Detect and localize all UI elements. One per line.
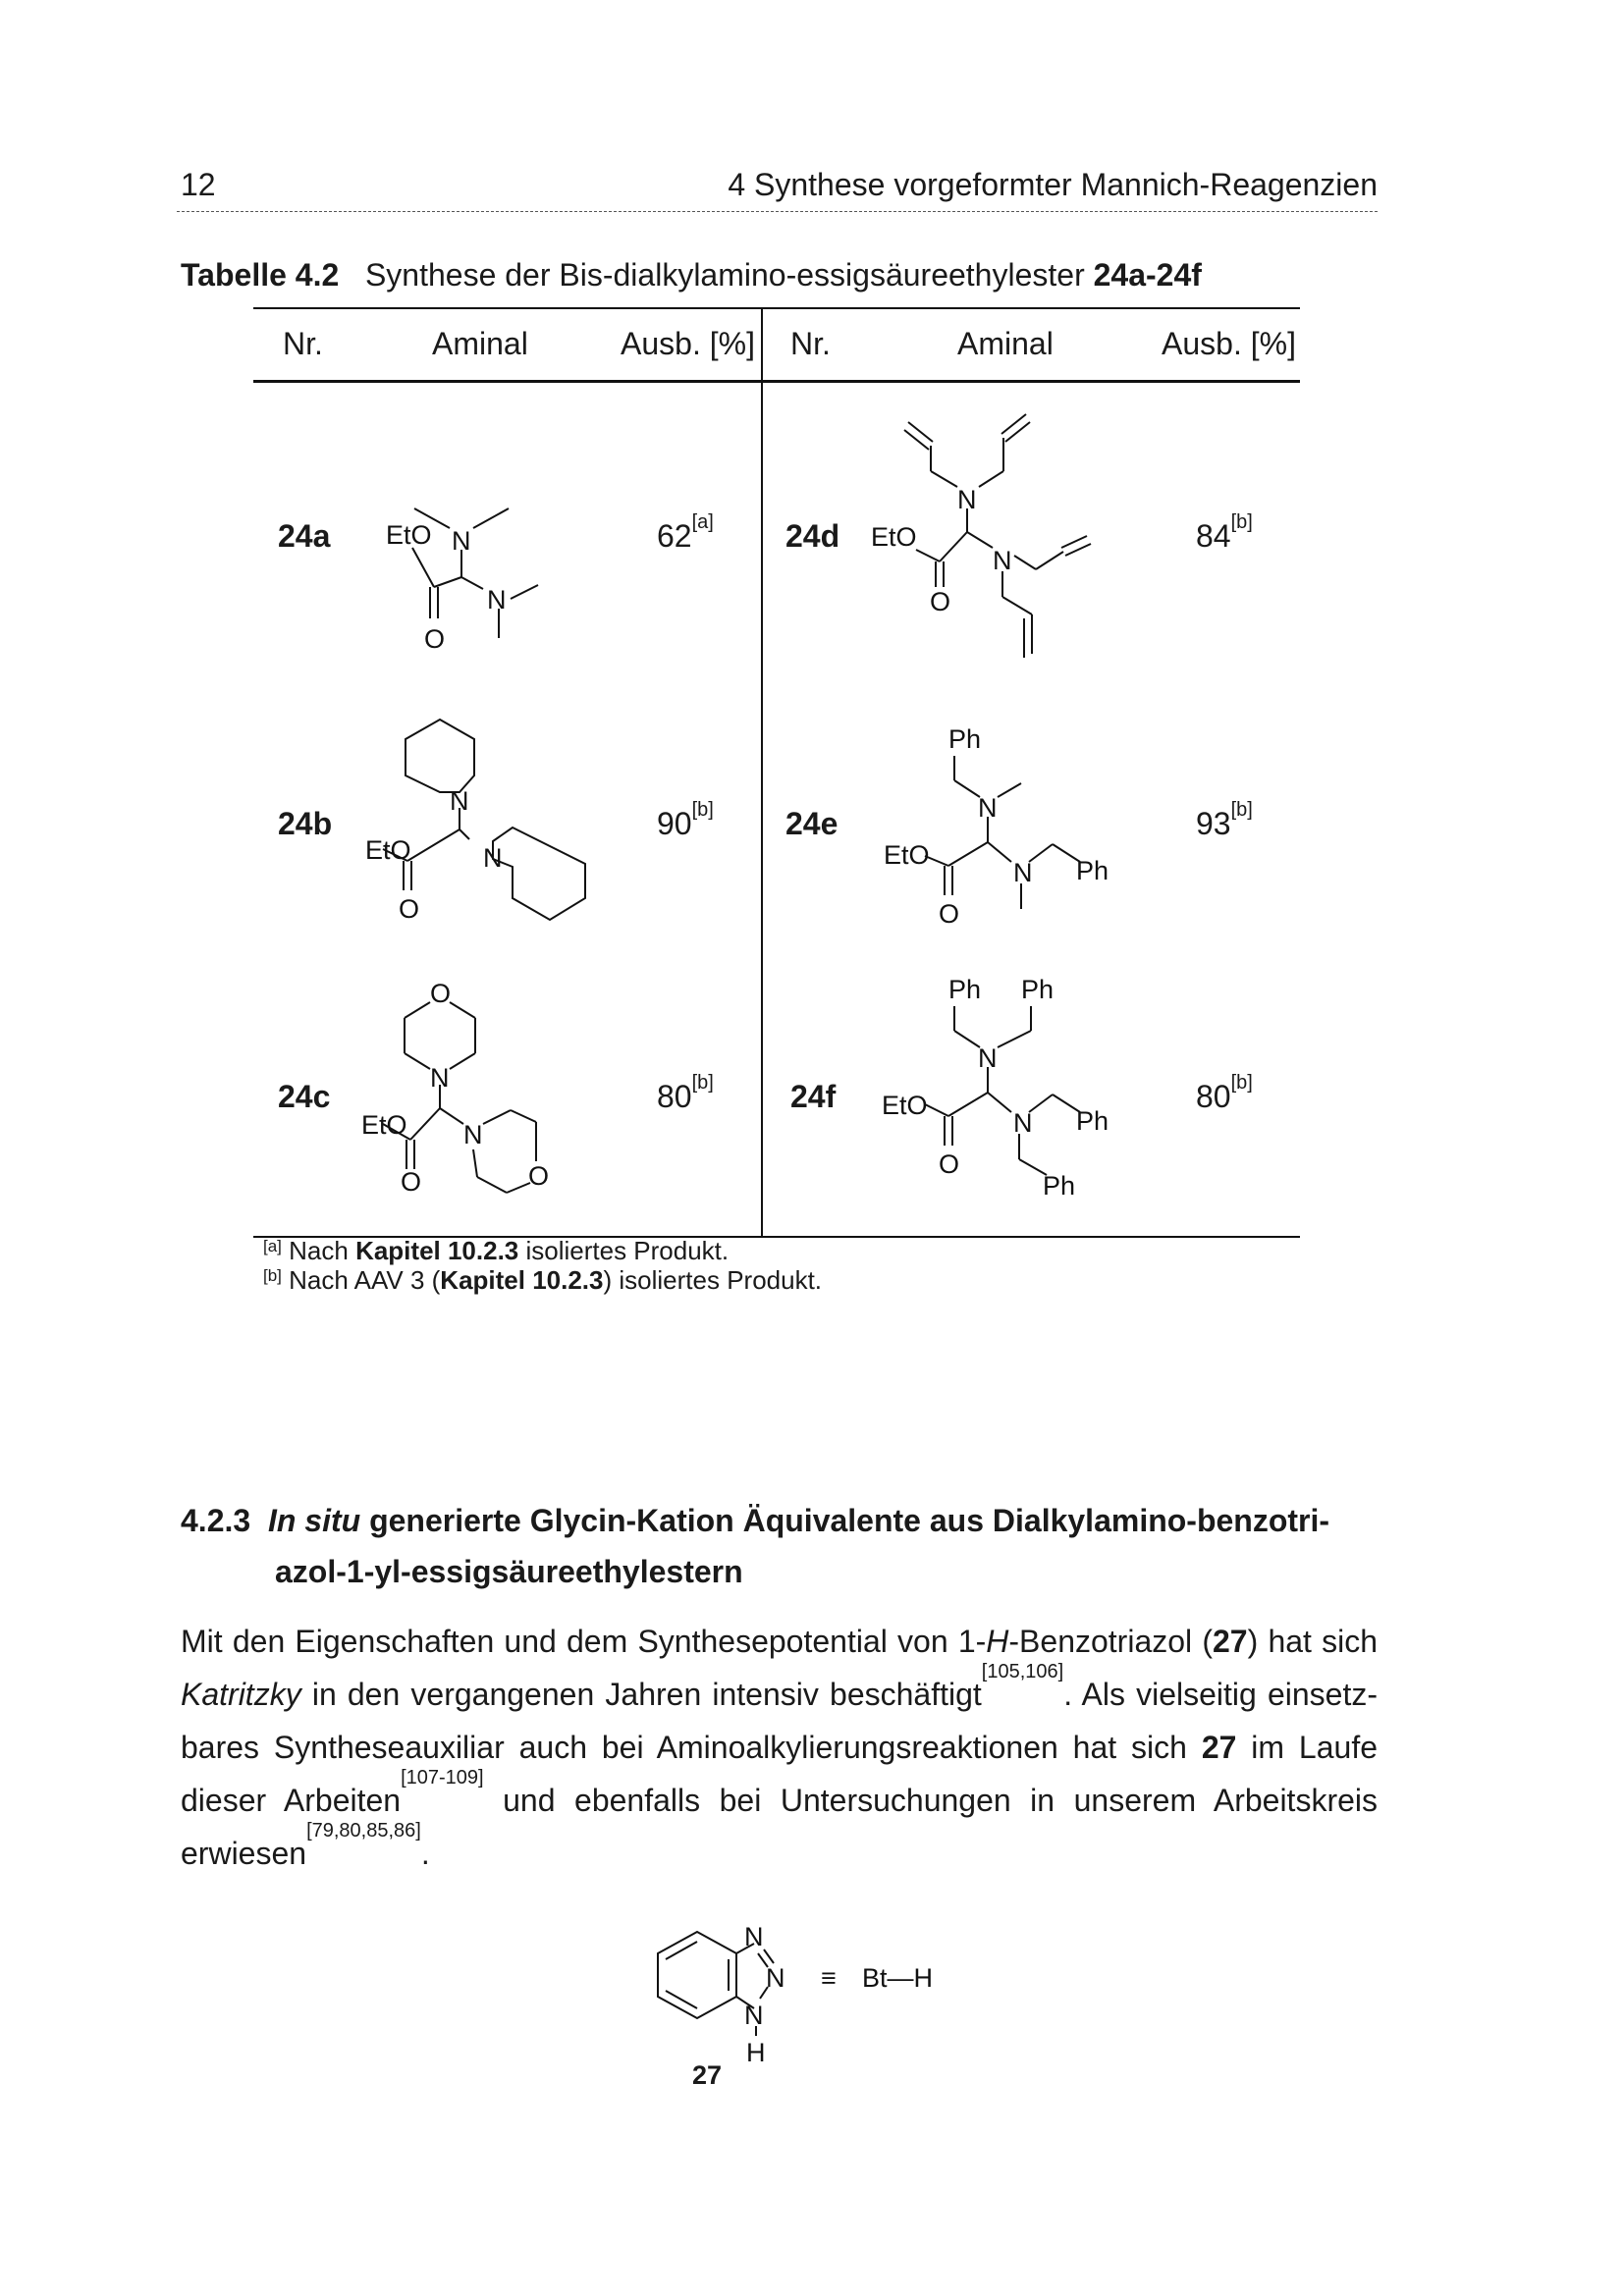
atom-label: O	[528, 1161, 550, 1191]
structure-24f	[874, 977, 1159, 1212]
atom-label: Ph	[1021, 975, 1055, 1004]
footnote-ref: [a]	[691, 511, 714, 533]
atom-label: N	[744, 1922, 764, 1951]
atom-label: N	[487, 585, 507, 614]
header-aminal-right: Aminal	[957, 326, 1054, 361]
section-title-line2: azol-1-yl-essigsäureethylestern	[275, 1554, 743, 1589]
footnote-b: [b] Nach AAV 3 (Kapitel 10.2.3) isoliertes Produkt.	[263, 1265, 823, 1295]
table-label: Tabelle 4.2	[181, 257, 340, 293]
footnote-ref: [b]	[691, 799, 714, 821]
compound-id-24f: 24f	[790, 1079, 837, 1114]
atom-label: N	[1013, 1108, 1033, 1138]
atom-label: N	[483, 843, 503, 873]
header-yield-right: Ausb. [%]	[1162, 326, 1296, 361]
structure-24d	[869, 393, 1173, 687]
footnote-ref: [b]	[691, 1072, 714, 1094]
atom-label: Ph	[948, 724, 982, 754]
atom-label: EtO	[884, 840, 930, 870]
atom-label: EtO	[361, 1110, 407, 1140]
header-yield-left: Ausb. [%]	[621, 326, 755, 361]
compound-id-24e: 24e	[785, 806, 839, 841]
footnote-ref: [b]	[1230, 511, 1253, 533]
atom-label: N	[978, 793, 998, 823]
atom-label: Ph	[1076, 856, 1109, 885]
atom-label: O	[401, 1167, 422, 1197]
yield-24d: 84[b]	[1196, 511, 1253, 554]
atom-label: H	[746, 2038, 766, 2067]
table-column-divider	[761, 307, 763, 1236]
atom-label: O	[930, 587, 951, 616]
atom-label: O	[939, 899, 960, 929]
atom-label: N	[978, 1043, 998, 1073]
structure-24a	[373, 452, 589, 654]
atom-label: EtO	[365, 835, 411, 865]
atom-label: O	[939, 1149, 960, 1179]
body-paragraph: Mit den Eigenschaften und dem Synthesepotential von 1-H-Benzotriazol (27) hat sich Katritzky in den vergangenen Jahren intensiv beschäftigt[105,106]. Als vielseitig einsetz- bares Syntheseauxiliar auch bei Aminoalkylierungsreaktionen hat sich 27 im Laufe dieser Arbeiten[107-109] und ebenfalls bei Untersuchungen in unserem Arbeitskreis erwiesen[79,80,85,86].	[181, 1624, 1379, 1871]
compound-id-24c: 24c	[278, 1079, 331, 1114]
header-nr-right: Nr.	[790, 326, 831, 361]
yield-24c: 80[b]	[657, 1072, 714, 1114]
header-rule	[177, 211, 1378, 212]
atom-label: N	[766, 1963, 785, 1993]
compound-id-24d: 24d	[785, 518, 840, 554]
atom-label: O	[430, 979, 452, 1008]
section-title-italic: In situ	[267, 1503, 361, 1538]
header-aminal-left: Aminal	[432, 326, 528, 361]
section-heading	[181, 1501, 1329, 1540]
atom-label: N	[452, 526, 471, 556]
structure-24c	[353, 975, 609, 1205]
atom-label: N	[430, 1063, 450, 1093]
atom-label: N	[1013, 858, 1033, 887]
atom-label: EtO	[882, 1091, 928, 1120]
yield-24b: 90[b]	[657, 799, 714, 841]
structure-24b	[353, 712, 609, 937]
compound-id-24a: 24a	[278, 518, 331, 554]
atom-label: EtO	[386, 520, 432, 550]
atom-label: N	[993, 546, 1012, 575]
bt-h-label: Bt—H	[862, 1963, 934, 1993]
yield-24f: 80[b]	[1196, 1072, 1253, 1114]
footnote-ref: [b]	[1230, 799, 1253, 821]
table-caption	[181, 255, 1202, 294]
compound-number-27: 27	[692, 2060, 723, 2090]
structure-benzotriazole-27	[628, 1924, 962, 2091]
table-caption-compounds: 24a-24f	[1093, 257, 1202, 293]
structure-24e	[874, 717, 1149, 933]
atom-label: N	[463, 1120, 483, 1149]
atom-label: N	[957, 485, 977, 514]
compound-id-24b: 24b	[278, 806, 333, 841]
footnote-a: [a] Nach Kapitel 10.2.3 isoliertes Produkt.	[263, 1236, 730, 1265]
atom-label: N	[744, 2001, 764, 2030]
section-title-line1: generierte Glycin-Kation Äquivalente aus Dialkylamino-benzotri-	[369, 1503, 1330, 1538]
section-number: 4.2.3	[181, 1503, 251, 1538]
atom-label: Ph	[948, 975, 982, 1004]
table-caption-text: Synthese der Bis-dialkylamino-essigsäureethylester	[364, 257, 1085, 293]
table-top-rule	[253, 307, 1300, 309]
table-header-rule	[253, 380, 1300, 383]
footnote-ref: [b]	[1230, 1072, 1253, 1094]
yield-24e: 93[b]	[1196, 799, 1253, 841]
yield-24a: 62[a]	[657, 511, 714, 554]
atom-label: O	[424, 624, 446, 654]
running-title: 4 Synthese vorgeformter Mannich-Reagenzien	[728, 167, 1378, 202]
atom-label: EtO	[871, 522, 917, 552]
header-nr-left: Nr.	[283, 326, 323, 361]
atom-label: Ph	[1076, 1106, 1109, 1136]
equivalence-symbol: ≡	[821, 1963, 837, 1993]
page-number: 12	[181, 167, 216, 202]
atom-label: O	[399, 894, 420, 924]
atom-label: Ph	[1043, 1171, 1076, 1201]
atom-label: N	[450, 786, 469, 816]
